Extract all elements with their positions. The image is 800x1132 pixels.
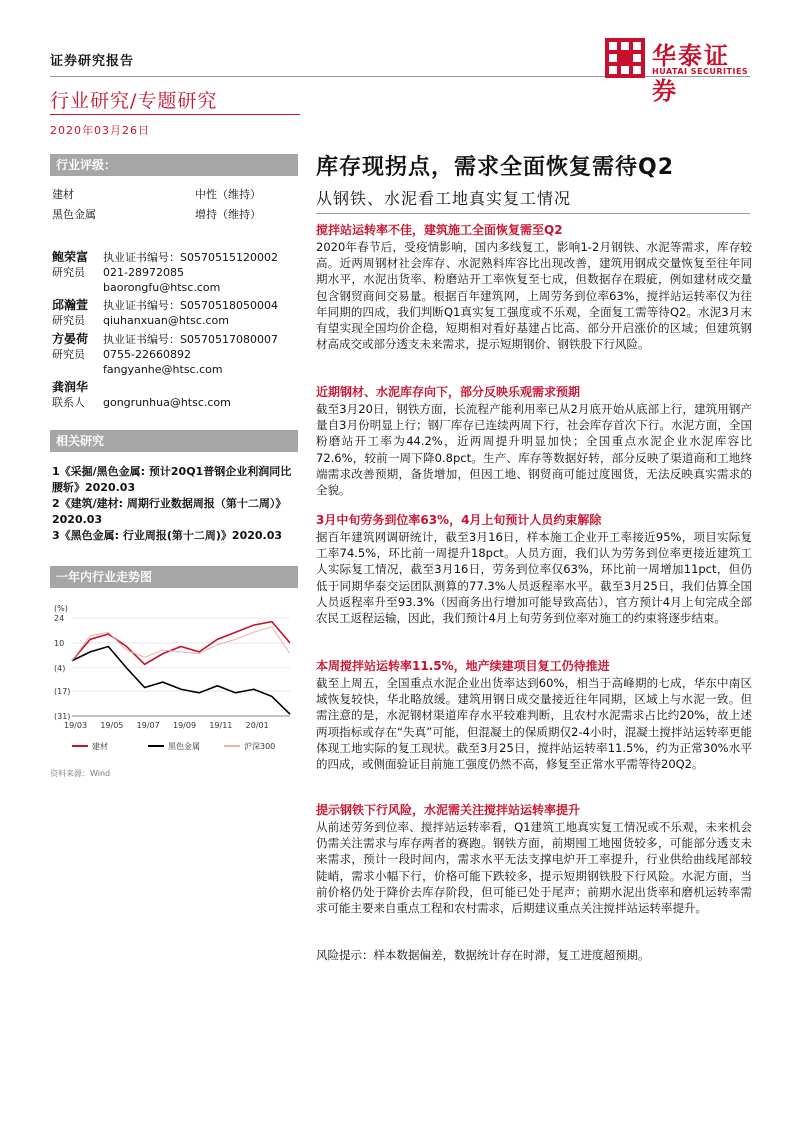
rating-value: 增持（维持） <box>195 208 261 221</box>
chart-series-line <box>72 647 290 715</box>
section-body: 据百年建筑网调研统计，截至3月16日，样本施工企业开工率接近95%，项目实际复工率74.5%，环比前一周提升18pct。人员方面，我们认为劳务到位率更接近建筑工人实际复工情况，截至3月16日，劳务到位率仅63%，环比前一周增加11pct，但仍低于同期华泰交运团队测算的77.3%人员返程率水平。截至3月25日，我们估算全国人员返程率升至93.3%（因商务出行增加可能导致高估），官方预计4月上旬完成全部农民工返程运输，因此，我们预计4月上旬劳务到位率对施工的约束将逐步结束。 <box>316 530 752 626</box>
risk-note: 风险提示：样本数据偏差，数据统计存在时滞，复工进度超预期。 <box>316 948 650 962</box>
analyst-email[interactable]: fangyanhe@htsc.com <box>103 363 223 376</box>
section-heading: 近期钢材、水泥库存向下，部分反映乐观需求预期 <box>316 385 581 399</box>
analyst-phone: 0755-22660892 <box>103 348 191 361</box>
related-header: 相关研究 <box>50 430 298 452</box>
analyst-contact <box>103 332 278 377</box>
related-item[interactable]: 3《黑色金属: 行业周报(第十二周)》2020.03 <box>52 529 283 542</box>
analyst-card <box>52 380 88 410</box>
chart-ytick-label: 24 <box>54 614 65 623</box>
analyst-phone: 021-28972085 <box>103 266 184 279</box>
report-date: 2020年03月26日 <box>50 124 150 137</box>
analyst-contact <box>103 395 231 410</box>
rating-value: 中性（维持） <box>195 188 261 201</box>
rating-industry: 黑色金属 <box>52 208 96 221</box>
report-category: 行业研究/专题研究 <box>50 90 218 112</box>
analyst-role: 研究员 <box>52 314 85 327</box>
section <box>316 512 752 626</box>
analyst-role: 联系人 <box>52 396 85 409</box>
analyst-card <box>52 298 88 328</box>
analyst-card <box>52 250 88 280</box>
analyst-contact <box>103 250 278 295</box>
chart-legend-label: 黑色金属 <box>168 742 200 751</box>
related-item[interactable]: 1《采掘/黑色金属: 预计20Q1普钢企业利润同比腰斩》2020.03 <box>52 465 292 494</box>
section-heading: 提示钢铁下行风险，水泥需关注搅拌站运转率提升 <box>316 803 581 817</box>
source-note: 资料来源：Wind <box>50 769 111 778</box>
chart-header: 一年内行业走势图 <box>50 566 298 588</box>
rating-header: 行业评级： <box>50 154 298 176</box>
section <box>316 802 752 916</box>
related-list <box>52 464 297 544</box>
chart-xtick-label: 20/01 <box>245 721 269 730</box>
chart-series-line <box>72 627 290 661</box>
analyst-name: 龚润华 <box>52 380 89 394</box>
industry-trend-chart <box>50 600 300 765</box>
analyst-email[interactable]: gongrunhua@htsc.com <box>103 396 231 409</box>
analyst-name: 方晏荷 <box>52 332 89 346</box>
analyst-name: 鲍荣富 <box>52 250 89 264</box>
analyst-cert: 执业证书编号：S0570515120002 <box>103 251 278 264</box>
analyst-role: 研究员 <box>52 266 85 279</box>
chart-ylabel: (%) <box>54 604 68 613</box>
section <box>316 658 752 772</box>
analyst-email[interactable]: qiuhanxuan@htsc.com <box>103 314 229 327</box>
chart-legend-label: 建材 <box>92 742 108 751</box>
chart-legend-label: 沪深300 <box>244 742 276 751</box>
rating-industry: 建材 <box>52 188 74 201</box>
chart-xtick-label: 19/03 <box>64 721 88 730</box>
category-divider <box>50 114 300 115</box>
chart-xtick-label: 19/11 <box>209 721 233 730</box>
analyst-name: 邱瀚萱 <box>52 298 89 312</box>
analyst-email[interactable]: baorongfu@htsc.com <box>103 281 221 294</box>
chart-ytick-label: (4) <box>54 663 66 673</box>
huatai-logo-icon <box>605 38 645 78</box>
title-divider <box>316 213 750 214</box>
section-body: 2020年春节后，受疫情影响，国内多线复工，影响1-2月钢铁、水泥等需求，库存较高。近两周钢材社会库存、水泥熟料库容比出现改善，建筑用钢成交量恢复至往年同期水平，水泥出货率、粉磨站开工率恢复至七成，但数据存在瑕疵，例如建材成交量包含钢贸商间交易量。根据百年建筑网，上周劳务到位率63%，搅拌站运转率仅为往年同期的四成，我们判断Q1真实复工强度或不乐观，全面复工需等待Q2。水泥3月末有望实现全国均价企稳，短期相对看好基建占比高、部分开启涨价的区域；但建筑钢材高成交或部分透支未来需求，提示短期钢价、钢铁股下行风险。 <box>316 240 752 352</box>
section-heading: 本周搅拌站运转率11.5%，地产续建项目复工仍待推进 <box>316 659 610 673</box>
report-type: 证券研究报告 <box>50 54 135 69</box>
analyst-cert: 执业证书编号：S0570517080007 <box>103 333 278 346</box>
chart-xtick-label: 19/05 <box>100 721 124 730</box>
analyst-cert: 执业证书编号：S0570518050004 <box>103 299 278 312</box>
section-heading: 搅拌站运转率不佳，建筑施工全面恢复需至Q2 <box>316 223 563 237</box>
section-body: 从前述劳务到位率、搅拌站运转率看，Q1建筑工地真实复工情况或不乐观，未来机会仍需关注需求与库存两者的赛跑。钢铁方面，前期囤工地囤货较多，可能部分透支未来需求，预计一段时间内，需求水平无法支撑电炉开工率提升，行业供给曲线尾部较陡峭，需求小幅下行，价格可能下跌较多，提示短期钢铁股下行风险。水泥方面，当前价格仍处于降价去库存阶段，但可能已处于尾声；前期水泥出货率和磨机运转率需求可能主要来自重点工程和农村需求，后期建议重点关注搅拌站运转率提升。 <box>316 820 752 916</box>
brand-subtitle: HUATAI SECURITIES <box>652 67 749 76</box>
chart-ytick-label: (31) <box>54 712 71 721</box>
main-subtitle: 从钢铁、水泥看工地真实复工情况 <box>316 189 572 208</box>
huatai-logo <box>605 36 755 105</box>
chart-ytick-label: 10 <box>54 638 65 648</box>
chart-xtick-label: 19/07 <box>136 721 160 730</box>
analyst-role: 研究员 <box>52 348 85 361</box>
brand-name: 华泰证券 <box>652 42 730 105</box>
analyst-contact <box>103 298 278 328</box>
section-body: 截至3月20日，钢铁方面，长流程产能利用率已从2月底开始从底部上行，建筑用钢产量自3月份明显上行；钢厂库存已连续两周下行，社会库存首次下行。水泥方面，全国粉磨站开工率为44.2%，近两周提升明显加快；全国重点水泥企业水泥库容比72.6%，较前一周下降0.8pct。生产、库存等数据好转，部分反映了渠道商和工地终端需求改善预期，备货增加，但因工地、钢贸商可能过度囤货，无法反映真实需求的全貌。 <box>316 402 752 498</box>
section <box>316 384 752 498</box>
section-body: 截至上周五，全国重点水泥企业出货率达到60%，相当于高峰期的七成，华东中南区域恢复较快，华北略放缓。建筑用钢日成交量接近往年同期，区域上与水泥一致。但需注意的是，水泥钢材渠道库存水平较难判断，且农村水泥需求占比约20%，故上述两项指标或存在“失真”可能，但混凝土的保质期仅2-4小时，混凝土搅拌站运转率更能体现工地实际的复工现状。截至3月25日，搅拌站运转率11.5%，约为正常30%水平的四成，或侧面验证目前施工强度仍然不高，修复至正常水平需等待20Q2。 <box>316 676 752 772</box>
section-heading: 3月中旬劳务到位率63%，4月上旬预计人员约束解除 <box>316 513 602 527</box>
analyst-card <box>52 332 88 362</box>
main-title: 库存现拐点，需求全面恢复需待Q2 <box>316 155 675 180</box>
chart-ytick-label: (17) <box>54 687 71 697</box>
related-item[interactable]: 2《建筑/建材: 周期行业数据周报（第十二周）》2020.03 <box>52 497 287 526</box>
chart-xtick-label: 19/09 <box>173 721 197 730</box>
section <box>316 222 752 352</box>
